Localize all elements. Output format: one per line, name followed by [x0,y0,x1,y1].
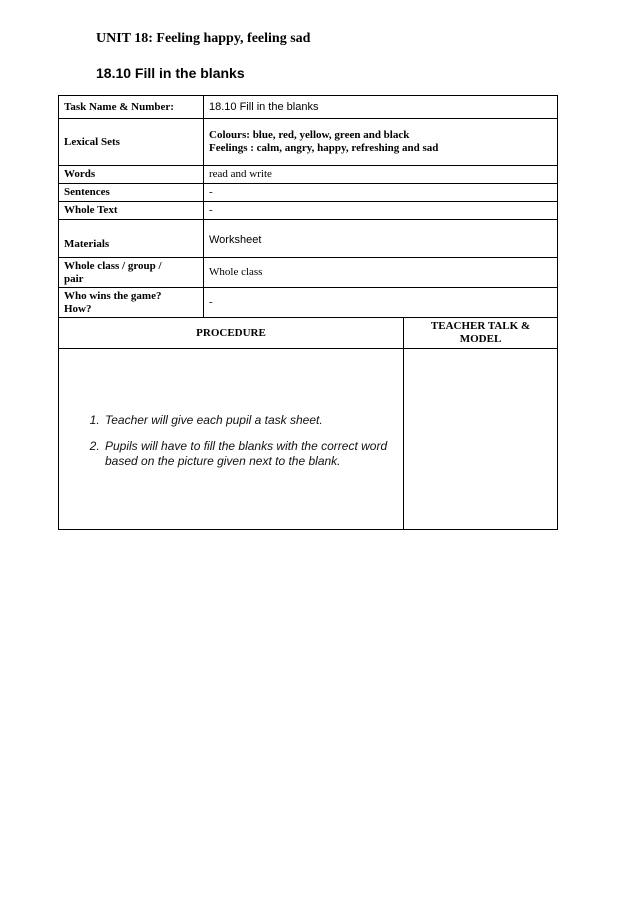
winner-label-line2: How? [64,302,92,315]
row-words [59,166,558,184]
winner-value: - [204,288,558,318]
lexical-sets-label: Lexical Sets [59,119,204,166]
procedure-step: 2. Pupils will have to fill the blanks with the correct word based on the picture given next to the blank. [103,439,399,469]
materials-label: Materials [59,220,204,258]
words-label: Words [59,166,204,184]
row-sentences [59,184,558,202]
procedure-steps-list [59,399,403,469]
lexical-sets-colours: Colours: blue, red, yellow, green and black [209,129,410,141]
task-name-value: 18.10 Fill in the blanks [204,96,558,119]
teacher-talk-header-line1: TEACHER TALK & [430,320,531,332]
grouping-label [59,258,204,288]
winner-label [59,288,204,318]
sentences-value: - [204,184,558,202]
row-materials [59,220,558,258]
procedure-step: 1. Teacher will give each pupil a task sheet. [103,413,399,428]
teacher-talk-header-line2: MODEL [459,333,502,345]
lexical-sets-value [204,119,558,166]
unit-title: UNIT 18: Feeling happy, feeling sad [96,31,311,46]
materials-value: Worksheet [204,220,558,258]
task-title: 18.10 Fill in the blanks [96,65,245,81]
row-lexical-sets [59,119,558,166]
row-winner [59,288,558,318]
lesson-plan-table [58,95,558,530]
row-procedure-header [59,318,558,349]
grouping-value: Whole class [204,258,558,288]
row-whole-text [59,202,558,220]
words-value: read and write [204,166,558,184]
row-grouping [59,258,558,288]
teacher-talk-header [404,318,558,349]
task-name-label: Task Name & Number: [59,96,204,119]
lexical-sets-feelings: Feelings : calm, angry, happy, refreshing and sad [209,142,439,154]
teacher-talk-body [404,349,558,530]
grouping-label-line1: Whole class / group / [64,259,162,272]
sentences-label: Sentences [59,184,204,202]
whole-text-label: Whole Text [59,202,204,220]
procedure-header: PROCEDURE [59,318,404,349]
whole-text-value: - [204,202,558,220]
row-task-name [59,96,558,119]
row-procedure-body [59,349,558,530]
winner-label-line1: Who wins the game? [64,289,162,302]
procedure-body [59,349,404,530]
grouping-label-line2: pair [64,272,84,285]
